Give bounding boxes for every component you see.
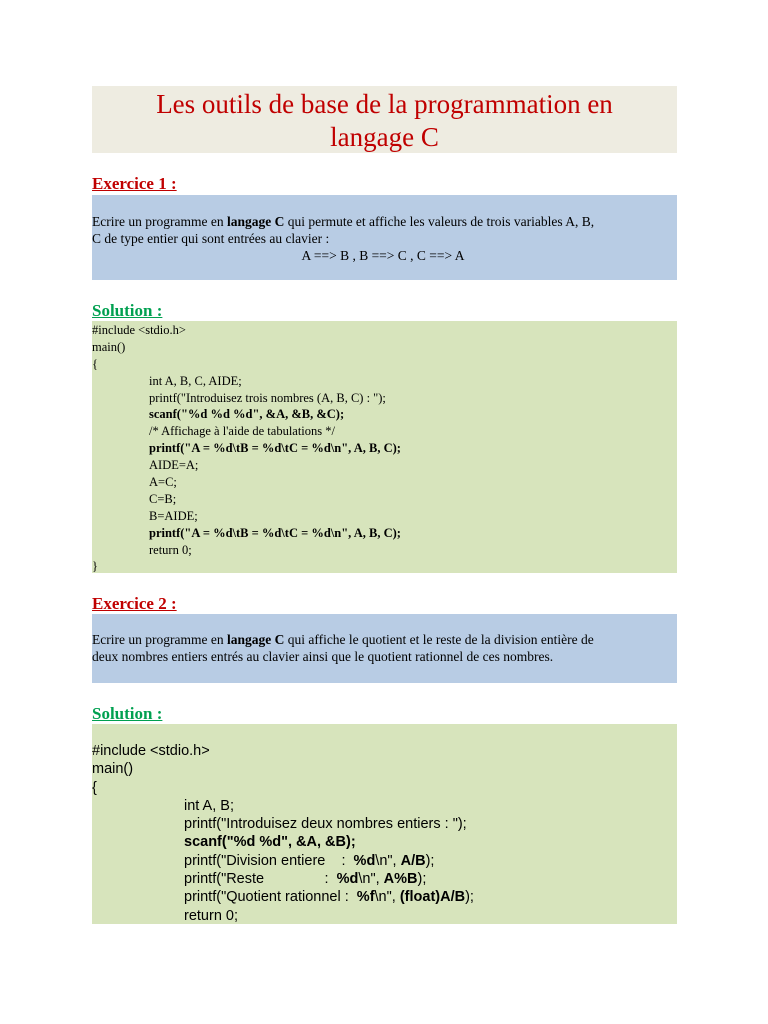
code-line: printf("Introduisez deux nombres entiers : "); [184,816,467,833]
code-line: printf("Introduisez trois nombres (A, B, C) : "); [149,390,386,405]
code-line: return 0; [184,907,238,924]
code-line: printf("Quotient rationnel : %f\n", (float)A/B); [184,889,474,906]
code-line: B=AIDE; [149,508,198,523]
code-line: printf("Reste : %d\n", A%B); [184,871,427,888]
code-line: main() [92,761,134,778]
code-line: scanf("%d %d", &A, &B); [184,834,356,851]
code-line: printf("A = %d\tB = %d\tC = %d\n", A, B, C); [149,441,401,456]
code-line: #include <stdio.h> [92,743,210,759]
exercise-2-heading: Exercice 2 : [92,594,177,613]
code-line: int A, B, C, AIDE; [149,373,242,388]
exercise-1-line-2: C de type entier qui sont entrées au clavier : [92,231,330,246]
code-line: int A, B; [184,797,234,814]
code-line: /* Affichage à l'aide de tabulations */ [149,424,335,439]
code-line: C=B; [149,491,177,506]
code-line: scanf("%d %d %d", &A, &B, &C); [149,407,345,422]
solution-1-heading: Solution : [92,301,163,320]
exercise-1-line-1: Ecrire un programme en langage C qui permute et affiche les valeurs de trois variables A, B, [92,214,595,229]
code-line: return 0; [149,542,192,557]
solution-2-heading: Solution : [92,704,163,723]
exercise-1-permutation: A ==> B , B ==> C , C ==> A [301,248,465,263]
code-line: #include <stdio.h> [92,323,186,337]
solution-2-code [92,724,677,924]
solution-1-code [92,321,677,573]
code-line: AIDE=A; [149,458,199,473]
exercise-2-line-1: Ecrire un programme en langage C qui affiche le quotient et le reste de la division entière de [92,632,594,647]
code-line: printf("Division entiere : %d\n", A/B); [184,852,435,869]
title-box [92,86,677,153]
code-line: printf("A = %d\tB = %d\tC = %d\n", A, B, C); [149,525,401,540]
exercise-2-line-2: deux nombres entiers entrés au clavier ainsi que le quotient rationnel de ces nombres. [92,649,554,664]
exercise-2-statement [92,614,677,683]
code-line: } [92,559,98,574]
code-line: main() [92,339,126,354]
page-title-line-2: langage C [330,122,439,152]
exercise-1-statement [92,195,677,280]
page-title-line-1: Les outils de base de la programmation en [156,89,613,119]
code-line: { [92,779,97,796]
code-line: A=C; [149,475,177,490]
code-line: { [92,356,98,371]
exercise-1-heading: Exercice 1 : [92,174,177,193]
